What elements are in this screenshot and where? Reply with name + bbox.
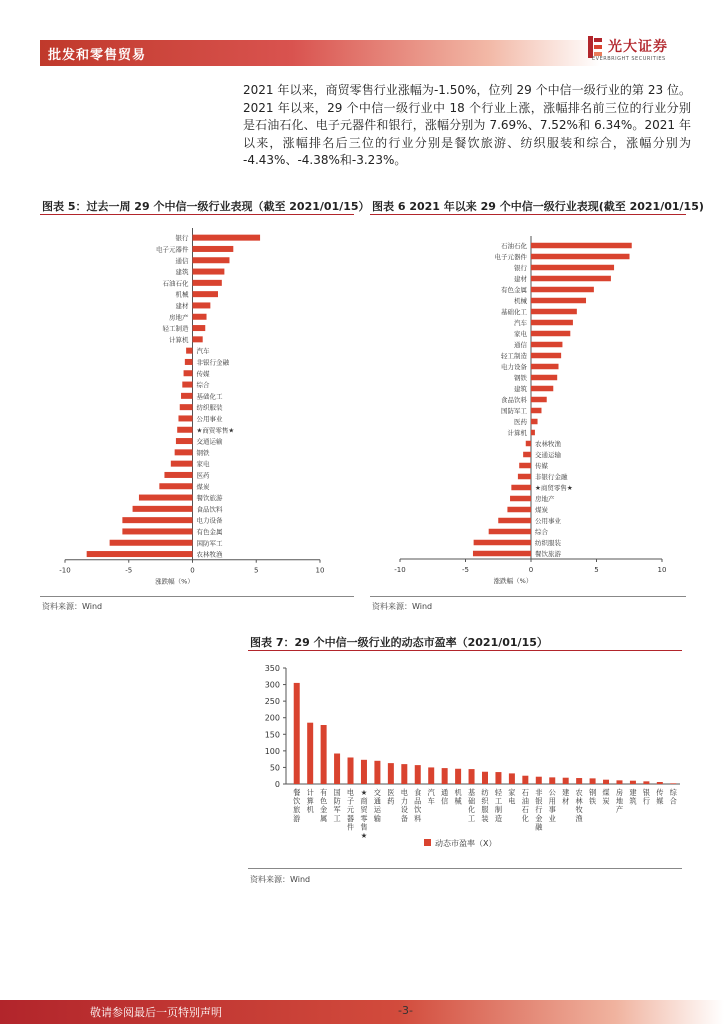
fig6-tick-label: -5 xyxy=(462,566,469,574)
fig5-tick-label: -10 xyxy=(59,566,71,575)
fig5-category-label: 基础化工 xyxy=(196,392,223,401)
fig7-title: 图表 7：29 个中信一级行业的动态市盈率（2021/01/15） xyxy=(250,636,548,649)
fig6-bar xyxy=(526,441,531,447)
fig6-category-label: 电力设备 xyxy=(501,363,527,371)
fig5-tick-label: 0 xyxy=(190,566,195,575)
fig6-bottom-rule xyxy=(370,596,686,597)
fig6-category-label: 医药 xyxy=(514,418,527,426)
fig7-category-label: 餐饮旅游 xyxy=(293,788,301,823)
fig6-category-label: 钢铁 xyxy=(514,374,527,382)
fig6-bar xyxy=(531,276,611,282)
fig5-bar xyxy=(193,246,234,252)
fig7-bar xyxy=(482,772,488,784)
fig5-bar xyxy=(184,370,193,376)
fig7-category-label: 建筑 xyxy=(629,788,637,806)
fig6-bar xyxy=(531,364,559,370)
fig7-category-label: 食品饮料 xyxy=(414,788,422,823)
fig5-bar xyxy=(159,483,192,489)
fig5-category-label: 煤炭 xyxy=(196,482,210,491)
fig6-category-label: 建筑 xyxy=(514,385,527,393)
fig7-bar xyxy=(455,769,461,784)
fig6-bar xyxy=(531,408,541,414)
logo-mark-icon xyxy=(588,36,602,58)
fig6-xlabel: 涨跌幅（%） xyxy=(493,577,533,585)
fig6-category-label: 电子元器件 xyxy=(494,253,527,261)
fig6-source: 资料来源：Wind xyxy=(372,602,433,611)
fig7-legend-swatch xyxy=(424,839,431,846)
fig7-category-label: 传媒 xyxy=(656,788,664,806)
fig7-bar xyxy=(670,783,676,784)
fig7-bar xyxy=(630,781,636,784)
fig6-category-label: 房地产 xyxy=(535,495,555,503)
fig7-category-label: 轻工制造 xyxy=(494,788,503,823)
fig5-bar xyxy=(193,336,203,342)
fig6-bar xyxy=(531,430,535,436)
fig7-bar xyxy=(374,761,380,784)
fig6-bar xyxy=(510,496,531,502)
fig7-bar xyxy=(590,778,596,784)
fig6-bar xyxy=(531,320,573,326)
fig7-bar xyxy=(522,776,528,784)
fig7-bar xyxy=(307,723,313,784)
fig6-bar xyxy=(531,243,632,249)
fig7-tick-label: 50 xyxy=(269,763,280,773)
fig7-category-label: 房地产 xyxy=(615,788,624,815)
fig7-legend-label: 动态市盈率（X） xyxy=(435,839,497,848)
fig5-category-label: 电力设备 xyxy=(196,516,223,525)
fig5-category-label: 电子元器件 xyxy=(156,245,189,254)
fig6-tick-label: 10 xyxy=(657,566,667,574)
fig6-bar xyxy=(518,474,531,480)
fig5-category-label: 食品饮料 xyxy=(196,505,223,514)
fig5-category-label: ★商贸零售★ xyxy=(196,426,235,435)
fig6-category-label: 综合 xyxy=(535,528,548,536)
fig5-category-label: 钢铁 xyxy=(196,448,210,457)
fig6-category-label: 煤炭 xyxy=(535,506,548,514)
fig7-category-label: 纺织服装 xyxy=(481,788,489,823)
fig6-category-label: 非银行金融 xyxy=(535,473,568,481)
fig7-bar xyxy=(495,772,501,784)
fig5-bottom-rule xyxy=(40,596,354,597)
fig6-bar xyxy=(531,309,577,315)
fig5-tick-label: 5 xyxy=(254,566,259,575)
fig5-category-label: 石油石化 xyxy=(162,279,189,288)
fig7-category-label: 医药 xyxy=(387,788,395,806)
fig5-bar xyxy=(87,551,193,557)
fig7-bar xyxy=(415,765,421,784)
fig5-category-label: 机械 xyxy=(175,290,189,299)
fig6-category-label: 餐饮旅游 xyxy=(535,550,561,558)
fig5-bar xyxy=(171,461,193,467)
fig6-bar xyxy=(531,397,547,403)
fig6-bar xyxy=(531,386,553,392)
fig7-bar xyxy=(348,757,354,784)
fig7-category-label: 通信 xyxy=(441,788,449,806)
fig7-bar xyxy=(563,778,569,784)
fig6-bar xyxy=(511,485,531,491)
fig7-bar xyxy=(536,777,542,784)
fig7-bar xyxy=(549,777,555,784)
company-logo xyxy=(588,34,688,68)
fig7-category-label: 计算机 xyxy=(306,788,314,815)
fig6-bar xyxy=(531,287,594,293)
fig7-source: 资料来源：Wind xyxy=(250,875,311,884)
fig5-bar xyxy=(178,415,192,421)
fig6-bar xyxy=(531,298,586,304)
fig6-category-label: 纺织服装 xyxy=(535,539,561,547)
fig5-title-rule xyxy=(40,214,354,215)
fig7-category-label: 汽车 xyxy=(427,788,435,806)
fig5-category-label: 房地产 xyxy=(169,313,189,322)
fig5-bar xyxy=(177,427,192,433)
fig5-category-label: 银行 xyxy=(175,234,189,243)
fig5-bar xyxy=(176,438,193,444)
fig6-bar xyxy=(474,540,531,546)
fig6-bar xyxy=(531,331,570,337)
fig5-bar xyxy=(193,235,261,241)
fig7-category-label: 基础化工 xyxy=(467,788,476,823)
fig6-bar xyxy=(507,507,531,513)
fig5-bar xyxy=(193,314,207,320)
fig5-bar xyxy=(193,257,230,263)
fig7-title-rule xyxy=(248,650,682,651)
fig5-xlabel: 涨跌幅（%） xyxy=(155,577,194,586)
fig6-bar xyxy=(531,254,630,260)
fig7-tick-label: 0 xyxy=(274,780,280,789)
fig7-bar xyxy=(643,781,649,784)
fig6-category-label: 机械 xyxy=(514,297,527,305)
fig5-category-label: 纺织服装 xyxy=(196,403,223,412)
fig5-category-label: 餐饮旅游 xyxy=(196,494,223,503)
fig7-category-label: 非银行金融 xyxy=(535,788,543,832)
fig6-bar xyxy=(531,265,614,271)
fig6-title-rule xyxy=(370,214,686,215)
fig5-category-label: 医药 xyxy=(196,471,210,480)
fig7-category-label: 综合 xyxy=(669,788,677,806)
fig5-category-label: 建材 xyxy=(175,301,189,310)
fig7-bar xyxy=(576,778,582,784)
fig7-category-label: 有色金属 xyxy=(320,788,328,823)
fig6-category-label: 有色金属 xyxy=(501,286,527,294)
fig5-category-label: 轻工制造 xyxy=(162,324,189,333)
fig5-bar xyxy=(193,280,222,286)
fig7-bar xyxy=(442,768,448,784)
fig5-category-label: 综合 xyxy=(196,381,210,390)
page-number: -3- xyxy=(398,1004,413,1017)
fig6-bar xyxy=(473,551,531,557)
fig6-tick-label: 0 xyxy=(528,566,534,574)
fig6-chart xyxy=(370,228,688,590)
fig7-category-label: 建材 xyxy=(562,788,570,806)
fig6-category-label: 计算机 xyxy=(507,429,527,437)
fig5-category-label: 有色金属 xyxy=(196,527,223,536)
fig5-category-label: 农林牧渔 xyxy=(196,550,223,559)
fig5-bar xyxy=(180,404,193,410)
fig7-category-label: 家电 xyxy=(508,788,516,806)
fig7-category-label: 电力设备 xyxy=(400,788,408,823)
body-paragraph: 2021 年以来，商贸零售行业涨幅为-1.50%，位列 29 个中信一级行业的第 23 位。2021 年以来，29 个中信一级行业中 18 个行业上涨，涨幅排名前三位的行业分别是石油石化、电子元器件和银行，涨幅分别为 7.69%、7.52%和 6.34%。2021 年以来，涨幅排名后三位的行业分别是餐饮旅游、纺织服装和综合，涨幅分别为 -4.43%、-4.38%和-3.23%。 xyxy=(243,83,691,167)
fig6-category-label: 基础化工 xyxy=(501,308,527,316)
fig5-bar xyxy=(175,449,193,455)
fig6-bar xyxy=(523,452,531,458)
fig6-tick-label: 5 xyxy=(594,566,599,574)
fig5-category-label: 国防军工 xyxy=(196,539,223,548)
fig5-bar xyxy=(186,348,192,354)
fig6-category-label: 传媒 xyxy=(535,462,548,470)
fig5-bar xyxy=(139,495,193,501)
fig7-bar xyxy=(334,754,340,784)
fig5-bar xyxy=(193,291,219,297)
fig5-bar xyxy=(193,325,206,331)
fig6-bar xyxy=(489,529,531,535)
fig7-chart xyxy=(248,656,684,860)
fig6-category-label: 家电 xyxy=(514,330,527,338)
fig7-bar xyxy=(616,780,622,784)
fig7-bottom-rule xyxy=(248,868,682,869)
fig7-tick-label: 250 xyxy=(264,697,280,707)
fig5-bar xyxy=(164,472,192,478)
fig7-tick-label: 100 xyxy=(264,746,280,756)
fig6-bar xyxy=(531,375,557,381)
fig7-bar xyxy=(401,764,407,784)
fig5-category-label: 计算机 xyxy=(169,335,189,344)
fig7-category-label: 银行 xyxy=(642,788,650,806)
fig6-category-label: 公用事业 xyxy=(535,517,561,525)
fig7-category-label: 电子元器件 xyxy=(346,788,355,832)
fig6-bar xyxy=(531,342,562,348)
fig7-category-label: 农林牧渔 xyxy=(575,788,583,823)
footer-disclaimer: 敬请参阅最后一页特别声明 xyxy=(90,1006,222,1019)
fig7-category-label: 交通运输 xyxy=(373,788,382,823)
fig5-source: 资料来源：Wind xyxy=(42,602,103,611)
fig6-category-label: 石油石化 xyxy=(501,242,527,250)
fig6-bar xyxy=(531,419,538,425)
fig6-category-label: ★商贸零售★ xyxy=(535,484,573,492)
fig6-tick-label: -10 xyxy=(394,566,406,574)
logo-name: 光大证券 xyxy=(608,39,668,55)
fig5-bar xyxy=(133,506,193,512)
fig5-title: 图表 5：过去一周 29 个中信一级行业表现（截至 2021/01/15） xyxy=(42,200,370,213)
fig5-category-label: 建筑 xyxy=(175,268,189,277)
fig7-category-label: 国防军工 xyxy=(333,788,341,823)
fig7-category-label: 公用事业 xyxy=(548,788,556,823)
fig5-category-label: 通信 xyxy=(175,256,189,265)
fig6-category-label: 农林牧渔 xyxy=(535,440,561,448)
fig5-category-label: 汽车 xyxy=(196,347,210,356)
fig5-category-label: 交通运输 xyxy=(196,437,223,446)
fig5-category-label: 非银行金融 xyxy=(196,358,229,367)
fig6-bar xyxy=(498,518,531,524)
fig7-bar xyxy=(509,773,515,784)
fig7-bar xyxy=(361,760,367,784)
fig7-bar xyxy=(603,780,609,784)
fig7-bar xyxy=(428,767,434,784)
fig7-category-label: 机械 xyxy=(454,788,462,806)
fig7-bar xyxy=(294,683,300,784)
fig7-tick-label: 300 xyxy=(264,680,280,690)
fig5-category-label: 传媒 xyxy=(196,369,210,378)
fig5-bar xyxy=(122,517,192,523)
fig6-category-label: 银行 xyxy=(514,264,527,272)
fig7-category-label: 煤炭 xyxy=(602,788,610,806)
fig7-tick-label: 150 xyxy=(264,730,280,740)
fig6-bar xyxy=(519,463,531,469)
section-title: 批发和零售贸易 xyxy=(48,48,147,63)
fig5-bar xyxy=(193,302,211,308)
fig7-tick-label: 350 xyxy=(264,664,280,673)
fig6-category-label: 通信 xyxy=(514,341,527,349)
fig5-chart xyxy=(40,220,358,590)
logo-subtitle: EVERBRIGHT SECURITIES xyxy=(592,56,666,62)
fig5-tick-label: -5 xyxy=(125,566,133,575)
fig6-bar xyxy=(531,353,561,359)
fig7-category-label: 石油石化 xyxy=(521,788,529,823)
fig6-category-label: 汽车 xyxy=(514,319,527,327)
fig6-category-label: 交通运输 xyxy=(535,451,561,459)
fig6-category-label: 食品饮料 xyxy=(501,396,527,404)
fig6-category-label: 建材 xyxy=(514,275,527,283)
fig5-bar xyxy=(181,393,192,399)
fig7-bar xyxy=(321,725,327,784)
fig6-title: 图表 6 2021 年以来 29 个中信一级行业表现(截至 2021/01/15) xyxy=(372,200,704,213)
fig5-bar xyxy=(110,540,193,546)
fig7-tick-label: 200 xyxy=(264,713,280,723)
fig7-category-label: 钢铁 xyxy=(588,788,597,806)
fig7-bar xyxy=(469,769,475,784)
fig5-bar xyxy=(122,528,192,534)
fig5-category-label: 公用事业 xyxy=(196,414,223,423)
fig7-category-label: ★商贸零售★ xyxy=(360,788,368,840)
fig7-bar xyxy=(388,763,394,784)
fig5-bar xyxy=(182,382,192,388)
fig5-bar xyxy=(193,269,225,275)
fig5-tick-label: 10 xyxy=(315,566,325,575)
fig5-category-label: 家电 xyxy=(196,460,210,469)
fig7-bar xyxy=(657,782,663,784)
fig5-bar xyxy=(185,359,193,365)
fig6-category-label: 轻工制造 xyxy=(501,352,527,360)
fig6-category-label: 国防军工 xyxy=(501,407,527,415)
